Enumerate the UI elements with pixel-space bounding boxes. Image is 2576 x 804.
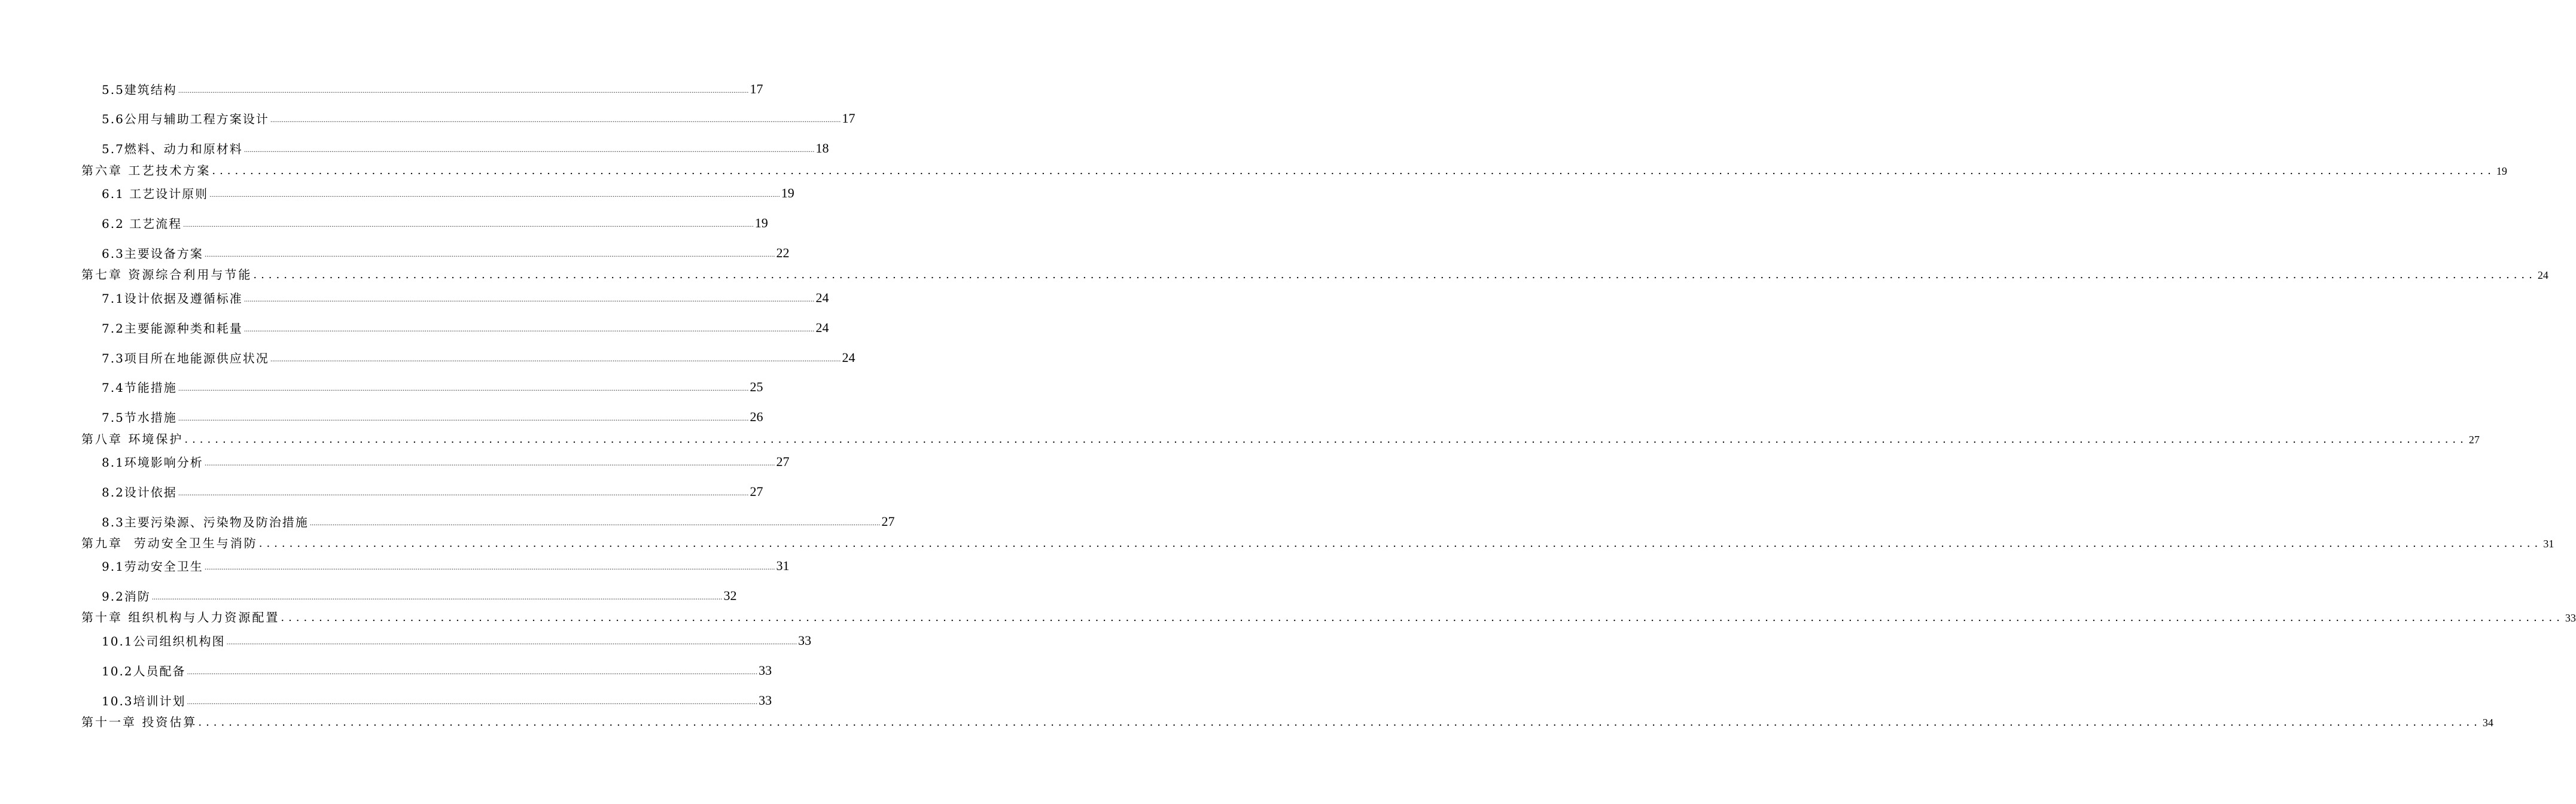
toc-entry-title: 7.4节能措施 xyxy=(102,380,177,395)
toc-entry-page: 33 xyxy=(759,693,772,708)
toc-entry-page: 25 xyxy=(750,379,763,394)
dot-leader: ............................................................................................................................................................................................................................................................................................................ xyxy=(178,386,749,392)
toc-entry-title: 6.1 工艺设计原则 xyxy=(102,187,209,201)
toc-entry-10-3[interactable] xyxy=(102,693,772,708)
toc-entry-page: 19 xyxy=(754,215,768,230)
dot-leader: ............................................................................................................................................................................................................................................................................................................ xyxy=(253,269,2537,281)
toc-chapter-11[interactable] xyxy=(81,715,2493,729)
toc-entry-7-4[interactable] xyxy=(102,379,763,395)
toc-entry-title: 5.6公用与辅助工程方案设计 xyxy=(102,112,269,126)
toc-entry-title: 9.1劳动安全卫生 xyxy=(102,559,203,574)
toc-entry-page: 32 xyxy=(723,588,737,603)
toc-entry-title: 8.1环境影响分析 xyxy=(102,455,203,470)
dot-leader: ............................................................................................................................................................................................................................................................................................................ xyxy=(212,165,2495,177)
toc-entry-title: 8.2设计依据 xyxy=(102,485,177,500)
toc-entry-page: 24 xyxy=(815,320,829,335)
toc-chapter-title: 第十章 组织机构与人力资源配置 xyxy=(81,610,280,625)
toc-entry-title: 6.3主要设备方案 xyxy=(102,246,203,261)
toc-entry-5-5[interactable] xyxy=(102,81,763,97)
toc-entry-page: 17 xyxy=(750,81,763,96)
dot-leader: ............................................................................................................................................................................................................................................................................................................ xyxy=(209,192,780,199)
toc-entry-page: 24 xyxy=(842,350,855,365)
toc-entry-5-7[interactable] xyxy=(102,141,829,156)
dot-leader: ............................................................................................................................................................................................................................................................................................................ xyxy=(243,327,815,333)
toc-entry-page: 22 xyxy=(776,245,790,260)
toc-entry-7-1[interactable] xyxy=(102,290,829,306)
dot-leader: ............................................................................................................................................................................................................................................................................................................ xyxy=(187,669,758,676)
dot-leader: ............................................................................................................................................................................................................................................................................................................ xyxy=(243,147,815,154)
toc-entry-10-2[interactable] xyxy=(102,663,772,678)
dot-leader: ............................................................................................................................................................................................................................................................................................................ xyxy=(184,433,2468,446)
toc-entry-title: 8.3主要污染源、污染物及防治措施 xyxy=(102,515,309,529)
toc-entry-page: 33 xyxy=(798,633,812,648)
toc-entry-page: 31 xyxy=(776,558,790,573)
toc-entry-title: 10.1公司组织机构图 xyxy=(102,634,226,648)
toc-chapter-page: 19 xyxy=(2496,165,2507,177)
toc-entry-8-3[interactable] xyxy=(102,514,895,529)
dot-leader: ............................................................................................................................................................................................................................................................................................................ xyxy=(270,357,841,363)
toc-chapter-page: 27 xyxy=(2468,434,2480,446)
toc-entry-6-2[interactable] xyxy=(102,215,768,231)
toc-entry-9-2[interactable] xyxy=(102,588,737,604)
dot-leader: ............................................................................................................................................................................................................................................................................................................ xyxy=(204,565,775,571)
toc-chapter-title: 第八章 环境保护 xyxy=(81,432,184,446)
toc-entry-title: 7.1设计依据及遵循标准 xyxy=(102,291,243,306)
toc-chapter-page: 24 xyxy=(2537,269,2548,281)
toc-chapter-page: 34 xyxy=(2482,717,2493,729)
dot-leader: ............................................................................................................................................................................................................................................................................................................ xyxy=(183,222,754,229)
toc-entry-7-5[interactable] xyxy=(102,409,763,425)
toc-entry-page: 17 xyxy=(842,111,855,126)
toc-entry-page: 26 xyxy=(750,409,763,424)
dot-leader: ............................................................................................................................................................................................................................................................................................................ xyxy=(151,595,723,601)
dot-leader: ............................................................................................................................................................................................................................................................................................................ xyxy=(204,461,775,467)
toc-entry-title: 6.2 工艺流程 xyxy=(102,217,182,231)
toc-entry-title: 5.7燃料、动力和原材料 xyxy=(102,142,243,156)
toc-entry-page: 18 xyxy=(815,141,829,156)
toc-entry-title: 5.5建筑结构 xyxy=(102,83,177,97)
toc-entry-title: 9.2消防 xyxy=(102,589,151,604)
toc-entry-6-1[interactable] xyxy=(102,185,794,201)
toc-chapter-title: 第七章 资源综合利用与节能 xyxy=(81,267,252,282)
dot-leader: ............................................................................................................................................................................................................................................................................................................ xyxy=(309,520,881,527)
toc-chapter-7[interactable] xyxy=(81,267,2548,282)
toc-chapter-10[interactable] xyxy=(81,610,2576,625)
toc-chapter-title: 第六章 工艺技术方案 xyxy=(81,163,211,178)
toc-chapter-6[interactable] xyxy=(81,163,2507,178)
toc-entry-title: 10.2人员配备 xyxy=(102,664,186,678)
toc-entry-title: 10.3培训计划 xyxy=(102,694,186,708)
toc-chapter-8[interactable] xyxy=(81,432,2480,446)
toc-entry-page: 27 xyxy=(750,484,763,499)
dot-leader: ............................................................................................................................................................................................................................................................................................................ xyxy=(198,716,2481,729)
dot-leader: ............................................................................................................................................................................................................................................................................................................ xyxy=(204,252,775,258)
toc-entry-page: 19 xyxy=(781,185,794,200)
toc-entry-8-1[interactable] xyxy=(102,454,790,470)
toc-chapter-9[interactable] xyxy=(81,536,2554,550)
dot-leader: ............................................................................................................................................................................................................................................................................................................ xyxy=(178,416,749,422)
toc-entry-page: 27 xyxy=(881,514,895,529)
toc-entry-title: 7.2主要能源种类和耗量 xyxy=(102,321,243,336)
dot-leader: ............................................................................................................................................................................................................................................................................................................ xyxy=(226,639,797,646)
toc-chapter-title: 第九章 劳动安全卫生与消防 xyxy=(81,536,258,550)
dot-leader: ............................................................................................................................................................................................................................................................................................................ xyxy=(178,88,749,95)
toc-chapter-page: 33 xyxy=(2565,612,2576,624)
toc-entry-title: 7.3项目所在地能源供应状况 xyxy=(102,351,269,366)
toc-entry-9-1[interactable] xyxy=(102,558,790,574)
dot-leader: ............................................................................................................................................................................................................................................................................................................ xyxy=(281,611,2564,624)
toc-entry-8-2[interactable] xyxy=(102,484,763,500)
toc-entry-title: 7.5节水措施 xyxy=(102,410,177,425)
dot-leader: ............................................................................................................................................................................................................................................................................................................ xyxy=(243,297,815,303)
toc-entry-6-3[interactable] xyxy=(102,245,790,261)
toc-entry-page: 27 xyxy=(776,454,790,469)
dot-leader: ............................................................................................................................................................................................................................................................................................................ xyxy=(178,491,749,497)
dot-leader: ............................................................................................................................................................................................................................................................................................................ xyxy=(258,537,2542,550)
toc-chapter-page: 31 xyxy=(2543,538,2554,550)
toc-entry-10-1[interactable] xyxy=(102,633,812,648)
toc-entry-7-3[interactable] xyxy=(102,350,855,366)
toc-entry-5-6[interactable] xyxy=(102,111,855,126)
toc-chapter-title: 第十一章 投资估算 xyxy=(81,715,197,729)
toc-entry-page: 24 xyxy=(815,290,829,305)
dot-leader: ............................................................................................................................................................................................................................................................................................................ xyxy=(187,699,758,706)
toc-entry-page: 33 xyxy=(759,663,772,678)
dot-leader: ............................................................................................................................................................................................................................................................................................................ xyxy=(270,117,841,124)
toc-entry-7-2[interactable] xyxy=(102,320,829,336)
